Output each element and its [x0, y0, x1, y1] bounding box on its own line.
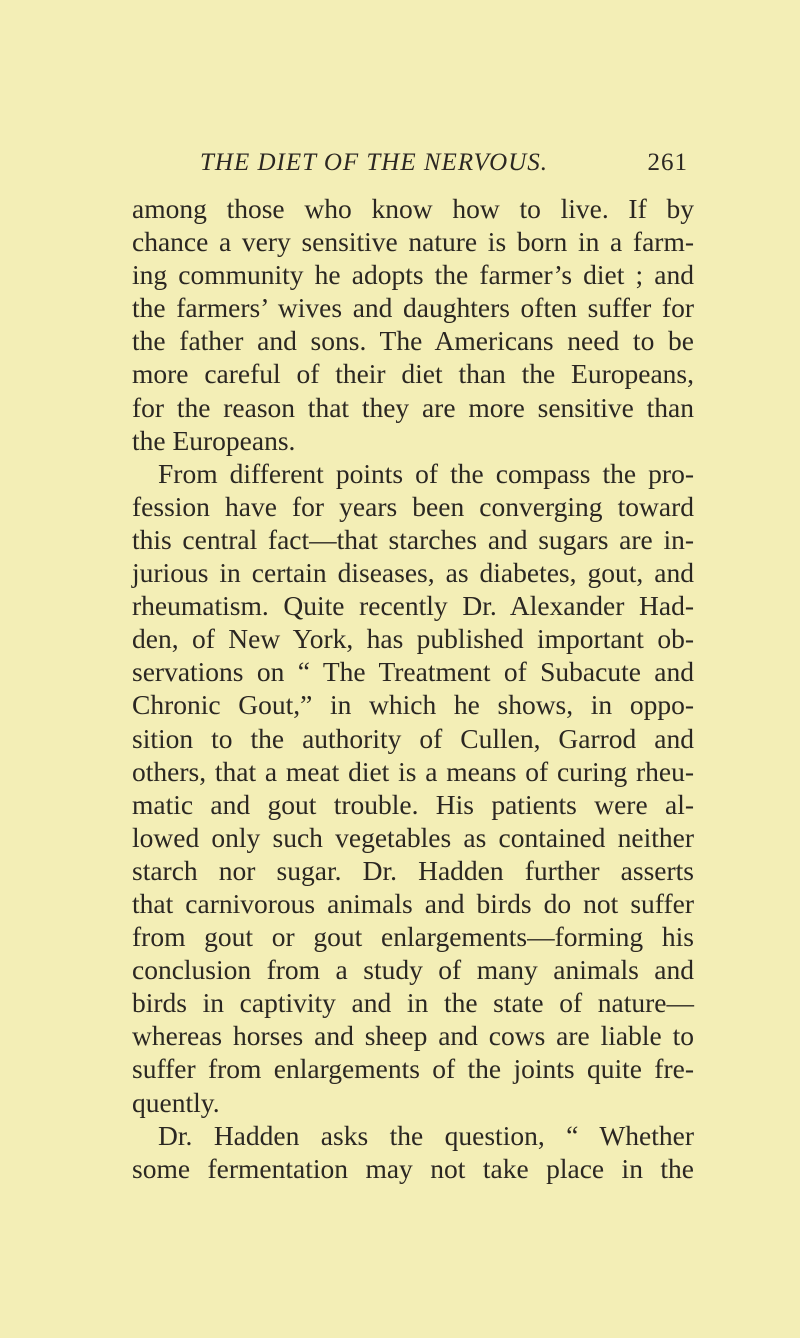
text-line: suffer from enlargements of the joints quite fre- [132, 1053, 694, 1085]
text-line: others, that a meat diet is a means of curing rheu- [132, 755, 694, 787]
text-line: Dr. Hadden asks the question, “ Whether [158, 1119, 694, 1151]
text-line: some fermentation may not take place in the [132, 1152, 694, 1184]
text-line: for the reason that they are more sensitive than [132, 391, 694, 423]
page-number: 261 [647, 149, 688, 176]
text-line: the farmers’ wives and daughters often suffer for [132, 292, 694, 324]
text-line: conclusion from a study of many animals and [132, 954, 694, 986]
text-line: among those who know how to live. If by [132, 193, 694, 224]
text-line: fession have for years been converging toward [132, 490, 694, 522]
text-line: sition to the authority of Cullen, Garrod and [132, 722, 694, 754]
text-line: the father and sons. The Americans need to be [132, 325, 694, 357]
text-line: matic and gout trouble. His patients were al- [132, 788, 694, 820]
text-line: quently. [132, 1086, 220, 1118]
text-line: jurious in certain diseases, as diabetes, gout, and [132, 557, 694, 589]
text-line: starch nor sugar. Dr. Hadden further asserts [132, 854, 694, 886]
text-line: From different points of the compass the pro- [158, 457, 694, 489]
text-line: lowed only such vegetables as contained neither [132, 821, 694, 853]
text-line: birds in captivity and in the state of nature— [132, 987, 694, 1019]
text-line: that carnivorous animals and birds do not suffer [132, 887, 694, 919]
text-line: den, of New York, has published important ob- [132, 623, 694, 655]
text-line: chance a very sensitive nature is born in a farm- [132, 226, 694, 258]
text-line: more careful of their diet than the Europeans, [132, 358, 694, 390]
text-line: the Europeans. [132, 424, 296, 456]
text-line: rheumatism. Quite recently Dr. Alexander Had- [132, 590, 694, 622]
running-head [200, 146, 700, 180]
text-line: Chronic Gout,” in which he shows, in oppo- [132, 689, 694, 721]
text-line: from gout or gout enlargements—forming his [132, 921, 694, 953]
text-line: servations on “ The Treatment of Subacute and [132, 656, 694, 688]
text-line: this central fact—that starches and sugars are in- [132, 523, 694, 555]
text-line: whereas horses and sheep and cows are liable to [132, 1020, 694, 1052]
body-text [132, 192, 694, 1185]
running-title: THE DIET OF THE NERVOUS. [200, 149, 549, 176]
text-line: ing community he adopts the farmer’s diet ; and [132, 259, 694, 291]
